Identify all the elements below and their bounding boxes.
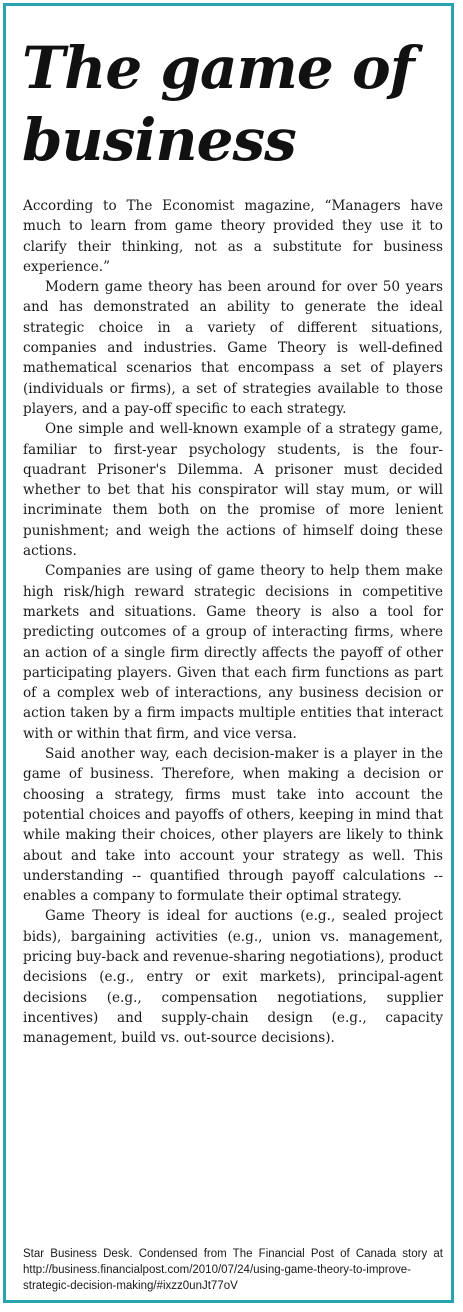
article-paragraph: One simple and well-known example of a strategy game, familiar to first-year psychology students, is the four-quadrant Prisoner's Dilemma. A prisoner must decided whether to bet that his conspirator will stay mum, or will incriminate them both on the promise of more lenient punishment; and weigh the actions of himself doing these actions. [23,421,443,560]
source-credit: Star Business Desk. Condensed from The Financial Post of Canada story at http://business.financialpost.com/2010/07/24/using-game-theory-to-improve-strategic-decision-making/#ixzz0unJt77oV [23,1248,443,1292]
article-frame [3,3,454,1303]
article-headline: The game of business [22,34,414,174]
article-paragraph: Said another way, each decision-maker is a player in the game of business. Therefore, when making a decision or choosing a strategy, firms must take into account the potential choices and payoffs of others, keeping in mind that while making their choices, other players are likely to think about and take into account your strategy as well. This understanding -- quantified through payoff calculations -- enables a company to formulate their optimal strategy. [23,746,443,905]
article-paragraph: Companies are using of game theory to help them make high risk/high reward strategic decisions in competitive markets and situations. Game theory is also a tool for predicting outcomes of a group of interacting firms, where an action of a single firm directly affects the payoff of other participating players. Given that each firm functions as part of a complex web of interactions, any business decision or action taken by a firm impacts multiple entities that interact with or within that firm, and vice versa. [23,563,443,742]
article-paragraph: Modern game theory has been around for over 50 years and has demonstrated an ability to generate the ideal strategic choice in a variety of different situations, companies and industries. Game Theory is well-defined mathematical scenarios that encompass a set of players (individuals or firms), a set of strategies available to those players, and a pay-off specific to each strategy. [23,279,443,417]
article-paragraph: According to The Economist magazine, “Managers have much to learn from game theory provided they use it to clarify their thinking, not as a substitute for business experience.” [23,198,443,275]
article-body [23,196,443,1048]
article-paragraph: Game Theory is ideal for auctions (e.g., sealed project bids), bargaining activities (e.g., union vs. management, pricing buy-back and revenue-sharing negotiations), product decisions (e.g., entry or exit markets), principal-agent decisions (e.g., compensation negotiations, supplier incentives) and supply-chain design (e.g., capacity management, build vs. out-source decisions). [23,908,443,1047]
